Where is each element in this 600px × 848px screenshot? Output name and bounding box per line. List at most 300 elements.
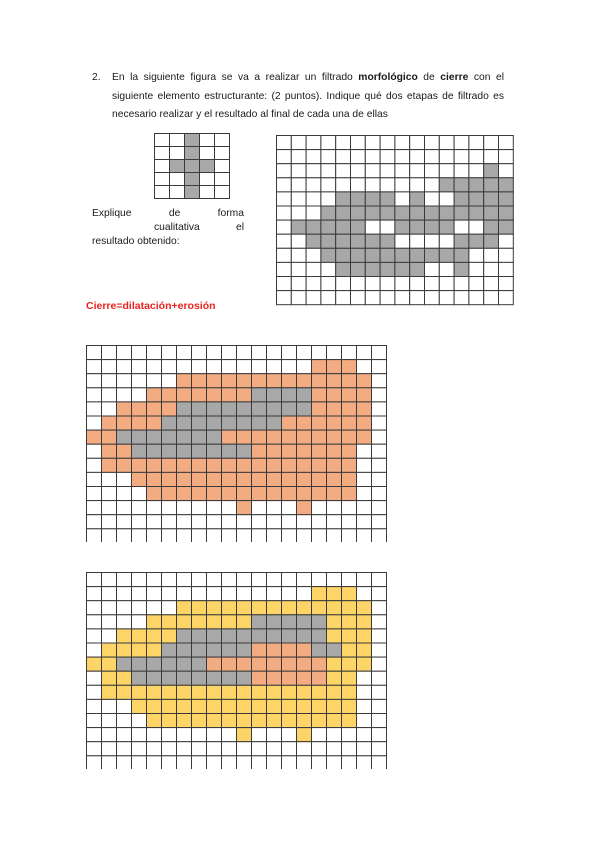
grid-cell [357,416,372,430]
grid-cell [306,178,321,192]
grid-cell [312,388,327,402]
grid-cell [306,150,321,164]
grid-cell [425,248,440,262]
grid-cell [342,742,357,756]
grid-cell [365,277,380,291]
grid-cell [312,501,327,515]
grid-cell [297,629,312,643]
grid-cell [87,714,102,728]
grid-cell [207,487,222,501]
grid-cell [117,685,132,699]
grid-cell [454,150,469,164]
grid-cell [237,699,252,713]
grid-cell [215,160,230,173]
grid-cell [351,277,366,291]
grid-cell [117,601,132,615]
grid-cell [252,360,267,374]
grid-cell [312,657,327,671]
grid-cell [222,472,237,486]
grid-cell [87,699,102,713]
grid-cell [177,515,192,529]
grid-cell [207,587,222,601]
grid-cell [222,742,237,756]
grid-cell [267,487,282,501]
grid-cell [237,430,252,444]
grid-cell [87,587,102,601]
grid-cell [117,402,132,416]
grid-cell [147,487,162,501]
grid-cell [351,291,366,305]
grid-cell [222,346,237,360]
grid-cell [327,742,342,756]
grid-cell [267,360,282,374]
grid-cell [312,444,327,458]
grid-cell [454,192,469,206]
grid-cell [222,501,237,515]
grid-cell [336,164,351,178]
grid-cell [200,147,215,160]
grid-cell [177,501,192,515]
grid-cell [147,374,162,388]
grid-cell [207,444,222,458]
grid-cell [372,487,387,501]
grid-cell [147,472,162,486]
grid-cell [132,714,147,728]
grid-cell [277,164,292,178]
grid-cell [297,671,312,685]
grid-cell [237,671,252,685]
grid-cell [499,164,514,178]
grid-cell [357,685,372,699]
grid-cell [380,234,395,248]
grid-cell [372,374,387,388]
grid-cell [252,657,267,671]
grid-cell [469,178,484,192]
grid-cell [306,192,321,206]
grid-cell [327,501,342,515]
grid-cell [162,714,177,728]
grid-cell [185,173,200,186]
grid-cell [87,742,102,756]
grid-cell [207,416,222,430]
grid-cell [306,136,321,150]
grid-cell [357,601,372,615]
explain-word: cualitativa [154,222,200,233]
grid-cell [282,671,297,685]
grid-cell [342,756,357,769]
grid-cell [395,262,410,276]
grid-cell [372,587,387,601]
grid-cell [469,164,484,178]
grid-cell [237,587,252,601]
grid-cell [102,444,117,458]
grid-cell [277,192,292,206]
grid-cell [162,756,177,769]
grid-cell [336,220,351,234]
grid-cell [147,728,162,742]
grid-cell [342,416,357,430]
grid-cell [342,629,357,643]
grid-cell [312,756,327,769]
grid-cell [147,699,162,713]
grid-cell [357,402,372,416]
grid-cell [439,248,454,262]
grid-cell [336,234,351,248]
grid-cell [321,248,336,262]
grid-cell [351,206,366,220]
grid-cell [297,501,312,515]
grid-cell [87,487,102,501]
grid-cell [327,388,342,402]
grid-cell [132,402,147,416]
grid-cell [102,573,117,587]
grid-cell [297,487,312,501]
grid-cell [291,136,306,150]
grid-cell [207,714,222,728]
grid-cell [306,206,321,220]
grid-cell [87,615,102,629]
grid-cell [291,234,306,248]
grid-cell [342,601,357,615]
grid-cell [312,529,327,542]
grid-cell [336,277,351,291]
grid-cell [162,430,177,444]
grid-cell [117,714,132,728]
grid-cell [147,360,162,374]
grid-cell [277,248,292,262]
explain-word: el [235,222,244,233]
grid-cell [410,164,425,178]
grid-cell [410,277,425,291]
grid-cell [252,601,267,615]
grid-cell [336,262,351,276]
grid-cell [252,430,267,444]
grid-cell [380,248,395,262]
grid-cell [267,699,282,713]
grid-cell [87,374,102,388]
grid-cell [177,685,192,699]
grid-cell [177,615,192,629]
grid-cell [177,699,192,713]
grid-cell [102,374,117,388]
grid-cell [312,487,327,501]
grid-cell [102,360,117,374]
grid-cell [147,714,162,728]
answer-label: Cierre=dilatación+erosión [86,300,216,312]
grid-cell [117,472,132,486]
grid-cell [185,134,200,147]
grid-cell [327,573,342,587]
grid-cell [132,699,147,713]
grid-cell [439,220,454,234]
grid-cell [282,501,297,515]
grid-cell [162,601,177,615]
grid-cell [365,248,380,262]
grid-cell [267,728,282,742]
grid-cell [454,164,469,178]
grid-cell [237,643,252,657]
grid-cell [439,206,454,220]
grid-cell [177,643,192,657]
grid-cell [372,458,387,472]
grid-cell [380,164,395,178]
grid-cell [117,501,132,515]
grid-cell [321,136,336,150]
grid-cell [102,756,117,769]
grid-cell [277,277,292,291]
grid-cell [215,173,230,186]
grid-cell [147,573,162,587]
grid-cell [147,515,162,529]
grid-cell [365,136,380,150]
grid-cell [207,643,222,657]
grid-cell [410,291,425,305]
dilation-result-grid [86,345,388,542]
grid-cell [132,501,147,515]
grid-cell [147,430,162,444]
grid-cell [439,234,454,248]
grid-cell [222,671,237,685]
grid-cell [342,487,357,501]
grid-cell [297,444,312,458]
grid-cell [237,685,252,699]
grid-cell [454,234,469,248]
grid-cell [297,714,312,728]
grid-cell [484,164,499,178]
grid-cell [147,529,162,542]
grid-cell [342,685,357,699]
grid-cell [357,573,372,587]
grid-cell [132,515,147,529]
grid-cell [192,615,207,629]
grid-cell [252,501,267,515]
grid-cell [147,671,162,685]
grid-cell [380,262,395,276]
grid-cell [357,487,372,501]
grid-cell [291,206,306,220]
grid-cell [439,192,454,206]
grid-cell [177,529,192,542]
grid-cell [342,472,357,486]
grid-cell [312,515,327,529]
grid-cell [454,277,469,291]
grid-cell [177,444,192,458]
grid-cell [177,573,192,587]
question-bold-term: morfológico [358,72,418,83]
grid-cell [222,573,237,587]
grid-cell [410,136,425,150]
grid-cell [237,501,252,515]
grid-cell [425,277,440,291]
grid-cell [312,360,327,374]
grid-cell [306,220,321,234]
grid-cell [439,164,454,178]
grid-cell [282,573,297,587]
grid-cell [237,346,252,360]
grid-cell [222,430,237,444]
grid-cell [357,458,372,472]
grid-cell [102,643,117,657]
grid-cell [177,346,192,360]
grid-cell [372,472,387,486]
grid-cell [282,601,297,615]
grid-cell [170,160,185,173]
grid-cell [177,388,192,402]
grid-cell [147,416,162,430]
grid-cell [267,615,282,629]
grid-cell [380,277,395,291]
grid-cell [237,615,252,629]
grid-cell [321,178,336,192]
grid-cell [321,150,336,164]
grid-cell [192,430,207,444]
grid-cell [222,487,237,501]
grid-cell [207,756,222,769]
grid-cell [87,472,102,486]
grid-cell [282,629,297,643]
grid-cell [306,277,321,291]
grid-cell [297,416,312,430]
grid-cell [87,529,102,542]
grid-cell [297,657,312,671]
grid-cell [237,458,252,472]
grid-cell [282,360,297,374]
grid-cell [425,150,440,164]
grid-cell [499,150,514,164]
grid-cell [87,458,102,472]
grid-cell [252,643,267,657]
grid-cell [102,728,117,742]
grid-cell [117,374,132,388]
grid-cell [267,388,282,402]
question-text-run: con el siguiente elemento estructurante: (2 puntos). Indique qué dos etapas de filtrado es necesario realizar y el resultado al final de cada una de ellas [112,72,504,120]
grid-cell [87,657,102,671]
grid-cell [395,178,410,192]
grid-cell [342,615,357,629]
grid-cell [237,360,252,374]
grid-cell [469,150,484,164]
grid-cell [439,262,454,276]
grid-cell [117,699,132,713]
grid-cell [102,430,117,444]
grid-cell [372,529,387,542]
grid-cell [357,430,372,444]
grid-cell [425,178,440,192]
grid-cell [162,671,177,685]
grid-cell [454,291,469,305]
grid-cell [200,186,215,199]
grid-cell [380,136,395,150]
grid-cell [372,515,387,529]
grid-cell [454,220,469,234]
grid-cell [312,671,327,685]
grid-cell [87,501,102,515]
explain-word: resultado obtenido: [92,236,180,247]
grid-cell [252,573,267,587]
grid-cell [357,742,372,756]
grid-cell [207,685,222,699]
grid-cell [499,192,514,206]
grid-cell [267,416,282,430]
grid-cell [177,629,192,643]
grid-cell [357,374,372,388]
grid-cell [252,728,267,742]
grid-cell [365,164,380,178]
grid-cell [132,416,147,430]
grid-cell [267,657,282,671]
grid-cell [425,234,440,248]
grid-cell [200,134,215,147]
grid-cell [321,277,336,291]
grid-cell [327,601,342,615]
grid-cell [342,587,357,601]
grid-cell [342,657,357,671]
grid-cell [336,178,351,192]
grid-cell [222,643,237,657]
grid-cell [484,192,499,206]
grid-cell [147,402,162,416]
grid-cell [237,756,252,769]
grid-cell [132,671,147,685]
grid-cell [372,416,387,430]
grid-cell [102,714,117,728]
explain-word: de [168,208,181,219]
grid-cell [380,291,395,305]
grid-cell [87,515,102,529]
grid-cell [185,160,200,173]
grid-cell [102,487,117,501]
grid-cell [282,699,297,713]
grid-cell [215,147,230,160]
grid-cell [312,601,327,615]
grid-cell [380,150,395,164]
grid-cell [117,346,132,360]
grid-cell [425,206,440,220]
grid-cell [380,206,395,220]
grid-cell [297,615,312,629]
grid-cell [297,374,312,388]
grid-cell [147,657,162,671]
grid-cell [132,657,147,671]
grid-cell [297,756,312,769]
grid-cell [207,374,222,388]
grid-cell [267,671,282,685]
grid-cell [342,388,357,402]
grid-cell [484,277,499,291]
grid-cell [117,657,132,671]
grid-cell [291,262,306,276]
grid-cell [192,657,207,671]
grid-cell [357,699,372,713]
grid-cell [439,150,454,164]
grid-cell [327,472,342,486]
grid-cell [342,360,357,374]
grid-cell [102,501,117,515]
grid-cell [162,643,177,657]
grid-cell [306,164,321,178]
grid-cell [192,472,207,486]
grid-cell [132,728,147,742]
grid-cell [162,742,177,756]
grid-cell [312,643,327,657]
grid-cell [291,248,306,262]
grid-cell [351,150,366,164]
grid-cell [162,360,177,374]
grid-cell [87,416,102,430]
grid-cell [162,388,177,402]
grid-cell [327,346,342,360]
grid-cell [351,192,366,206]
